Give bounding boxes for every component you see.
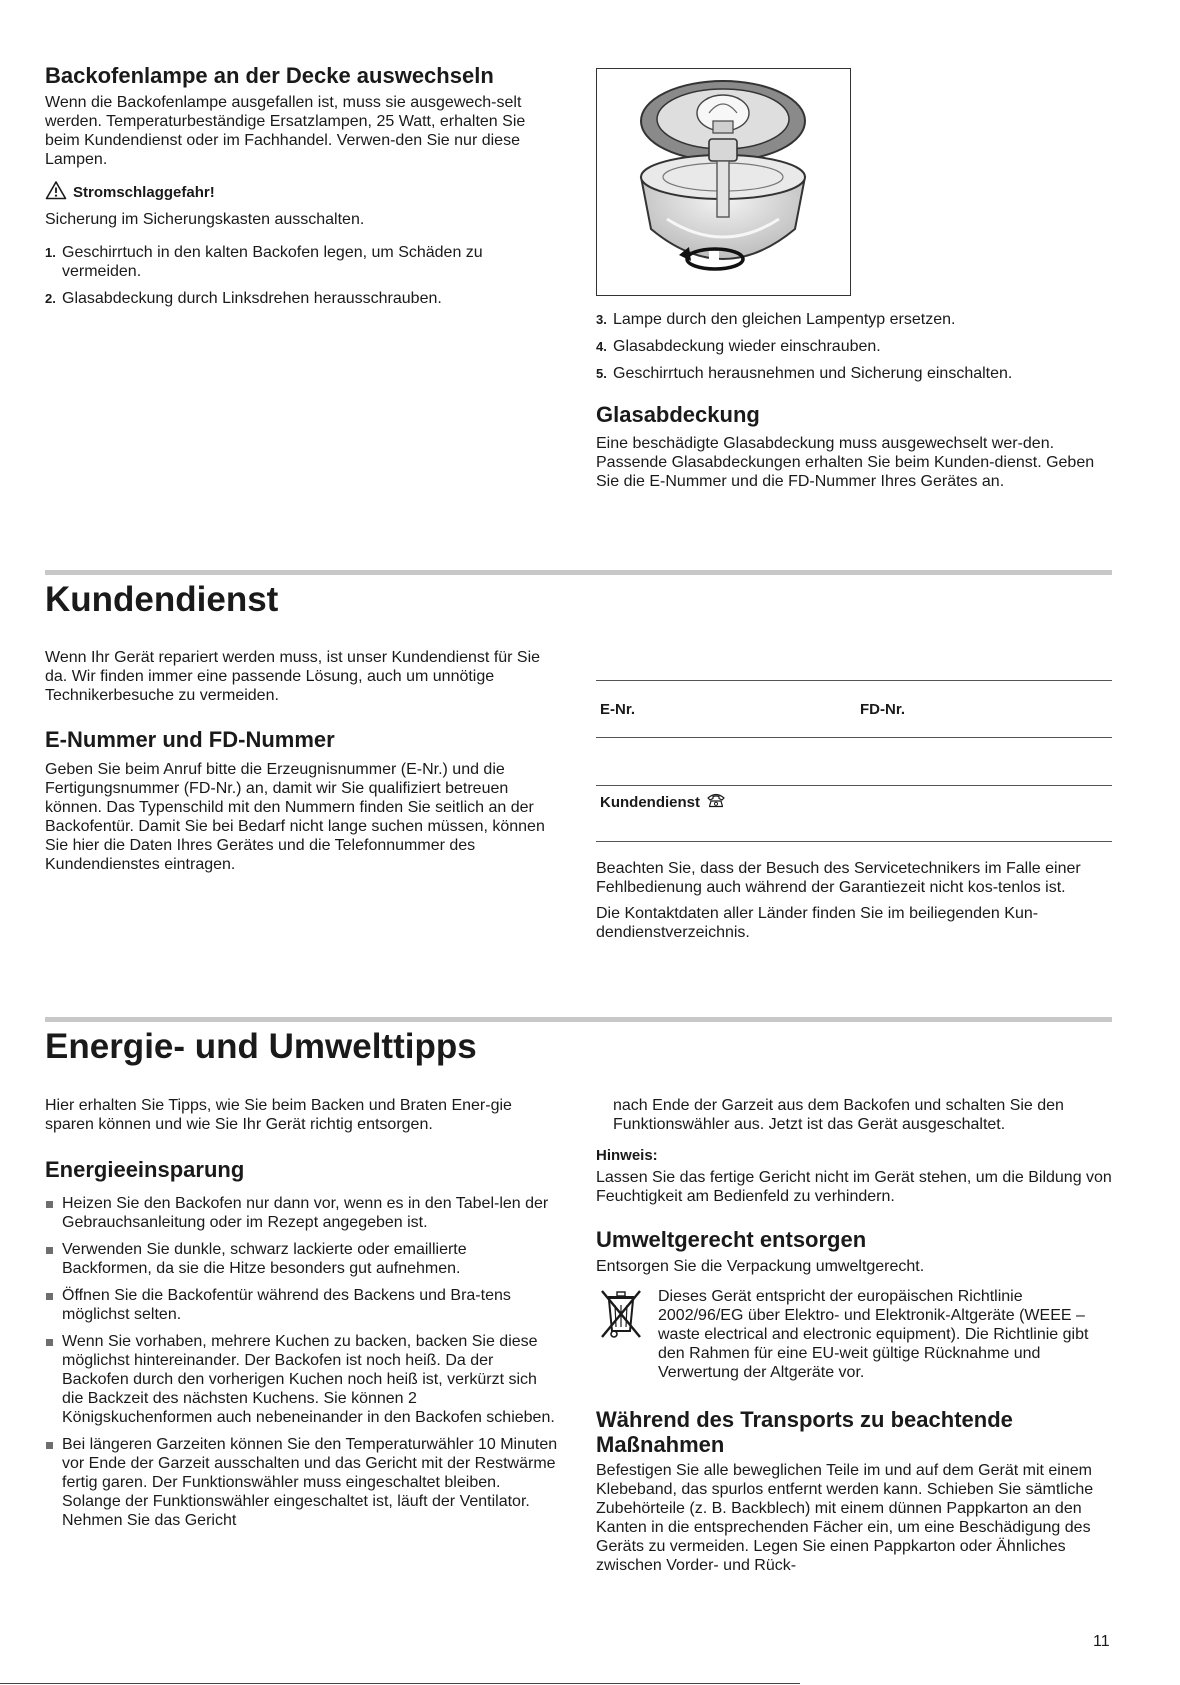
transport-heading: Während des Transports zu beachtende Maßnahmen — [596, 1407, 1013, 1457]
step-item: 1. Geschirrtuch in den kalten Backofen legen, um Schäden zu vermeiden. — [45, 244, 483, 280]
warning-triangle-icon — [45, 180, 67, 205]
service-phone-label — [600, 792, 726, 813]
steps-left-list — [45, 243, 560, 308]
fdnr-label: FD-Nr. — [860, 701, 905, 718]
oven-lamp-glass-cover-illustration — [596, 68, 851, 296]
service-label-text: Kundendienst — [600, 794, 700, 811]
service-notes — [596, 859, 1112, 942]
section-divider — [45, 570, 1112, 575]
lamp-intro: Wenn die Backofenlampe ausgefallen ist, muss sie ausgewech-selt werden. Temperaturbeständige Ersatzlampen, 25 Watt, erhalten Sie beim Kundendienst oder im Fachhandel. Verwen-den Sie nur diese Lampen. — [45, 94, 526, 168]
list-item: Heizen Sie den Backofen nur dann vor, wenn es in den Tabel-len der Gebrauchsanleitung oder im Rezept angegeben ist. — [45, 1194, 560, 1232]
energy-intro: Hier erhalten Sie Tipps, wie Sie beim Backen und Braten Ener-gie sparen können und wie Sie Ihr Gerät richtig entsorgen. — [45, 1097, 512, 1133]
section-divider — [45, 1017, 1112, 1022]
warning-label: Stromschlaggefahr! — [73, 184, 215, 201]
service-intro: Wenn Ihr Gerät repariert werden muss, ist unser Kundendienst für Sie da. Wir finden immer eine passende Lösung, auch um unnötige Technikerbesuche zu vermeiden. — [45, 649, 541, 704]
lamp-heading: Backofenlampe an der Decke auswechseln — [45, 63, 494, 88]
form-line — [596, 841, 1112, 842]
energy-bullet-list — [45, 1194, 560, 1530]
glass-heading: Glasabdeckung — [596, 402, 760, 427]
dispose-text: Entsorgen Sie die Verpackung umweltgerecht. — [596, 1258, 925, 1275]
service-note-1: Beachten Sie, dass der Besuch des Servicetechnikers im Falle einer Fehlbedienung auch während der Garantiezeit nicht kos-tenlos ist. — [596, 860, 1081, 896]
enr-fdnr-text: Geben Sie beim Anruf bitte die Erzeugnisnummer (E-Nr.) und die Fertigungsnummer (FD-Nr.) an, damit wir Sie qualifiziert betreuen können. Das Typenschild mit den Nummern finden Sie seitlich an der Backofentür. Damit Sie bei Bedarf nicht lange suchen müssen, können Sie hier die Daten Ihres Gerätes und die Telefonnummer des Kundendienstes eintragen. — [45, 761, 545, 873]
energy-right — [596, 1096, 1112, 1575]
weee-row — [596, 1287, 1112, 1382]
enr-fdnr-heading: E-Nummer und FD-Nummer — [45, 727, 335, 752]
lamp-section — [45, 63, 560, 316]
service-left — [45, 648, 560, 874]
weee-text: Dieses Gerät entspricht der europäischen Richtlinie 2002/96/EG über Elektro- und Elektronik-Altgeräte (WEEE – waste electrical and electronic equipment). Die Richtlinie gibt den Rahmen für eine EU-weit gültige Rücknahme und Verwertung der Altgeräte vor. — [658, 1288, 1089, 1381]
energy-heading: Energie- und Umwelttipps — [45, 1027, 477, 1066]
dispose-heading: Umweltgerecht entsorgen — [596, 1227, 867, 1252]
list-item: Bei längeren Garzeiten können Sie den Temperaturwähler 10 Minuten vor Ende der Garzeit ausschalten und das Gericht mit der Restwärme fertig garen. Der Funktionswähler muss eingeschaltet bleiben. Solange der Funktionswähler eingeschaltet ist, läuft der Ventilator. Nehmen Sie das Gericht — [45, 1435, 560, 1530]
service-note-2: Die Kontaktdaten aller Länder finden Sie im beiliegenden Kun-dendienstverzeichnis. — [596, 905, 1039, 941]
step-item: 3. Lampe durch den gleichen Lampentyp ersetzen. — [596, 311, 956, 328]
hint-label: Hinweis: — [596, 1147, 658, 1164]
telephone-icon — [706, 792, 726, 813]
page-number: 11 — [1093, 1633, 1110, 1650]
form-line — [596, 680, 1112, 681]
step-item: 5. Geschirrtuch herausnehmen und Sicherung einschalten. — [596, 365, 1013, 382]
list-item: Wenn Sie vorhaben, mehrere Kuchen zu backen, backen Sie diese möglichst hintereinander. Der Backofen ist noch heiß. Da der Backofen durch den vorherigen Kuchen noch heiß ist, verkürzt sich die Backzeit des nächsten Kuchens. Sie können 2 Königskuchenformen auch nebeneinander in den Backofen schieben. — [45, 1332, 560, 1427]
list-item: Öffnen Sie die Backofentür während des Backens und Bra-tens möglichst selten. — [45, 1286, 560, 1324]
warning-row — [45, 180, 560, 205]
list-item: Verwenden Sie dunkle, schwarz lackierte oder emaillierte Backformen, da sie die Hitze besonders gut aufnehmen. — [45, 1240, 560, 1278]
crop-line — [0, 1683, 800, 1684]
warning-text: Sicherung im Sicherungskasten ausschalten. — [45, 211, 365, 228]
hint-text: Lassen Sie das fertige Gericht nicht im Gerät stehen, um die Bildung von Feuchtigkeit am Bedienfeld zu verhindern. — [596, 1169, 1112, 1205]
energy-save-heading: Energieeinsparung — [45, 1157, 245, 1182]
form-line — [596, 785, 1112, 786]
energy-continuation: nach Ende der Garzeit aus dem Backofen und schalten Sie den Funktionswähler aus. Jetzt ist das Gerät ausgeschaltet. — [613, 1097, 1064, 1133]
step-item: 2. Glasabdeckung durch Linksdrehen herausschrauben. — [45, 290, 442, 307]
glass-text: Eine beschädigte Glasabdeckung muss ausgewechselt wer-den. Passende Glasabdeckungen erhalten Sie beim Kunden-dienst. Geben Sie die E-Nummer und die FD-Nummer Ihres Gerätes an. — [596, 435, 1095, 490]
form-line — [596, 737, 1112, 738]
crossed-out-wheelie-bin-icon — [598, 1287, 644, 1382]
step-item: 4. Glasabdeckung wieder einschrauben. — [596, 338, 881, 355]
transport-text: Befestigen Sie alle beweglichen Teile im und auf dem Gerät mit einem Klebeband, das spurlos entfernt werden kann. Schieben Sie sämtliche Zubehörteile (z. B. Backblech) mit einem dünnen Pappkarton an den Kanten in die entsprechenden Fächer ein, um eine Beschädigung des Geräts zu vermeiden. Legen Sie einen Pappkarton oder Ähnliches zwischen Vorder- und Rück- — [596, 1462, 1094, 1574]
energy-left — [45, 1096, 560, 1538]
service-heading: Kundendienst — [45, 580, 279, 619]
enr-label: E-Nr. — [600, 701, 636, 718]
steps-right-list — [596, 310, 1112, 383]
lamp-steps-right — [596, 310, 1112, 491]
